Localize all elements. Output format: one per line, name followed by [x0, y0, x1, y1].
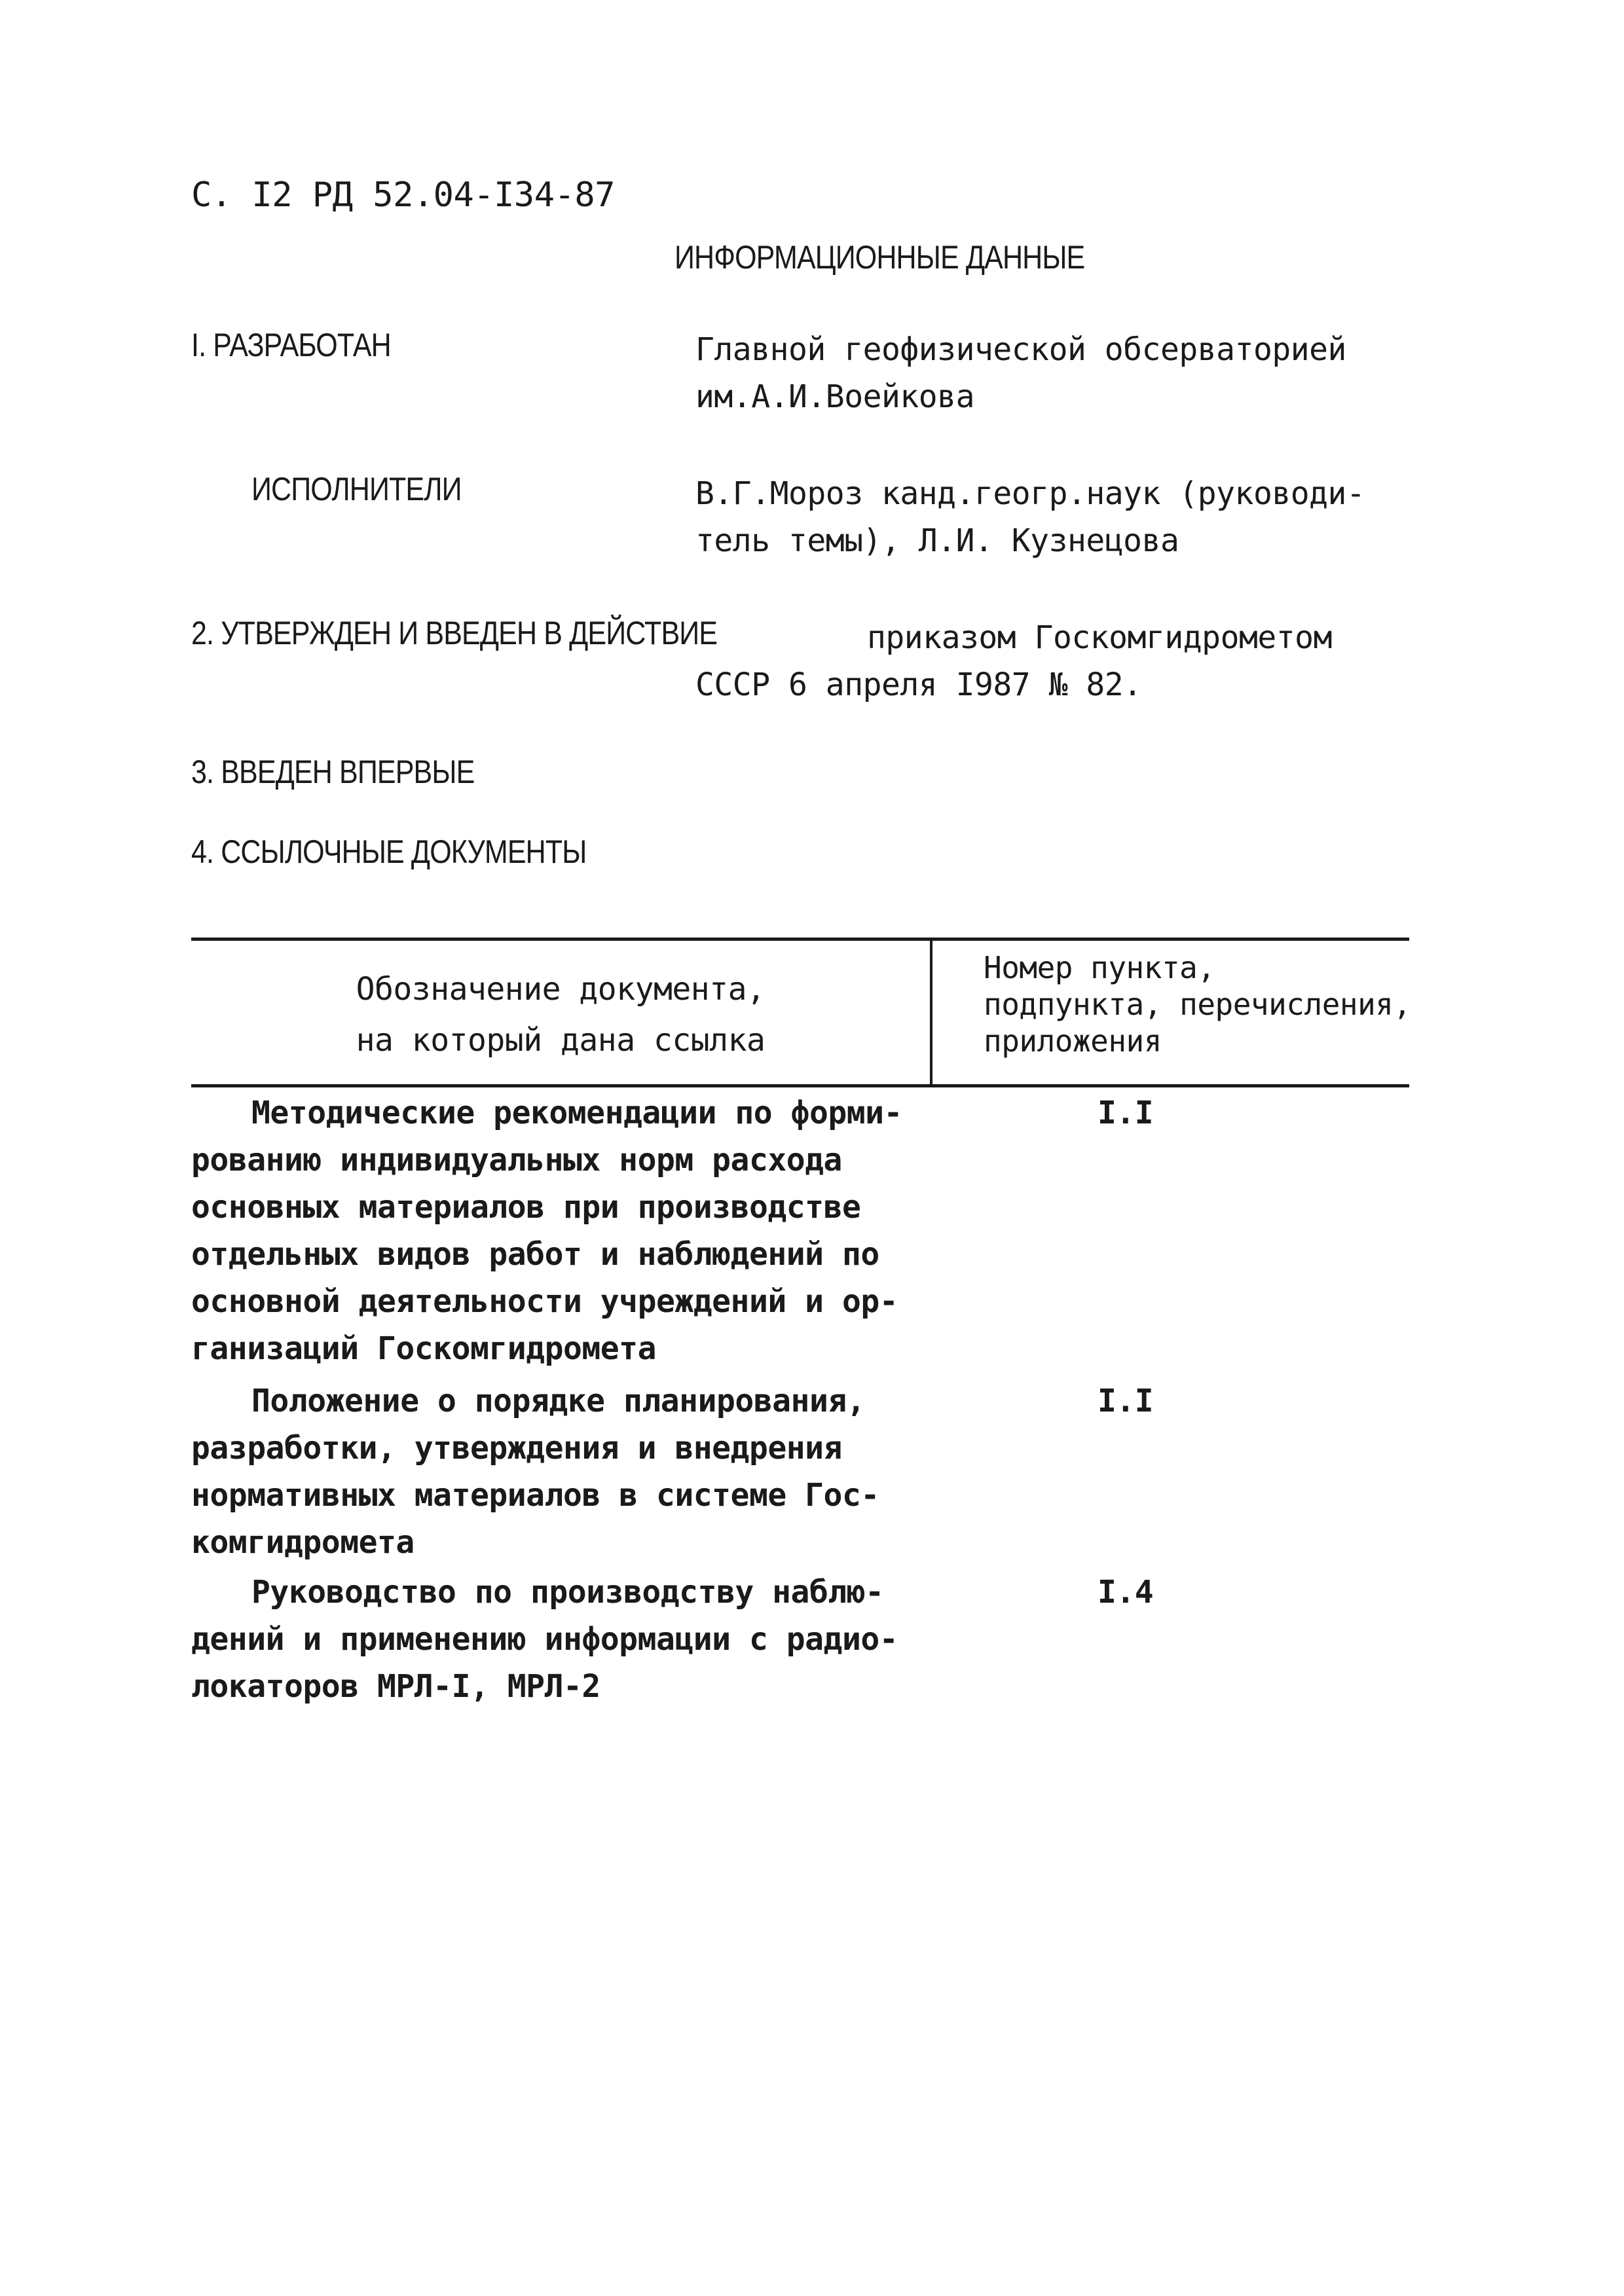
item-developed-value: [695, 326, 1346, 420]
row-document-line: основных материалов при производстве: [191, 1189, 861, 1226]
row-document-line: основной деятельности учреждений и ор-: [191, 1283, 898, 1320]
row-clause-ref: I.I: [1098, 1095, 1154, 1131]
row-clause-ref: I.I: [1098, 1383, 1154, 1419]
row-clause-ref: I.4: [1098, 1574, 1154, 1611]
row-document-line: рованию индивидуальных норм расхода: [191, 1142, 842, 1178]
table-header-clause-line: подпункта, перечисления,: [984, 987, 1411, 1022]
row-document-line: Методические рекомендации по форми-: [251, 1095, 902, 1131]
table-header-document: [191, 964, 930, 1066]
table-row: [191, 1569, 898, 1710]
item-developed-line: им.А.И.Воейкова: [695, 378, 974, 415]
table-row: [191, 1089, 902, 1372]
page-reference: С. I2 РД 52.04-I34-87: [191, 175, 615, 215]
row-document-line: локаторов МРЛ-I, МРЛ-2: [191, 1668, 600, 1705]
table-top-rule: [191, 938, 1409, 941]
row-document-line: Положение о порядке планирования,: [251, 1383, 866, 1419]
row-document-line: комгидромета: [191, 1524, 415, 1561]
item-approved-value-line2: СССР 6 апреля I987 № 82.: [695, 666, 1142, 703]
row-document-line: разработки, утверждения и внедрения: [191, 1430, 842, 1467]
row-document-line: ганизаций Госкомгидромета: [191, 1330, 656, 1367]
table-header-document-line: на который дана ссылка: [356, 1022, 766, 1059]
performers-value: [695, 470, 1365, 564]
table-row: [191, 1377, 879, 1566]
table-header-clause-line: приложения: [984, 1023, 1162, 1059]
table-column-divider: [930, 938, 932, 1087]
performers-line: В.Г.Мороз канд.геогр.наук (руководи-: [695, 475, 1365, 512]
table-header-clause: [984, 949, 1411, 1059]
item-references-label: 4. ССЫЛОЧНЫЕ ДОКУМЕНТЫ: [191, 833, 587, 870]
item-introduced-label: 3. ВВЕДЕН ВПЕРВЫЕ: [191, 754, 475, 790]
item-approved-value-line1: приказом Госкомгидрометом: [867, 619, 1332, 656]
table-header-document-line: Обозначение документа,: [356, 971, 766, 1008]
item-approved-label: 2. УТВЕРЖДЕН И ВВЕДЕН В ДЕЙСТВИЕ: [191, 615, 718, 651]
item-developed-label: I. РАЗРАБОТАН: [191, 327, 391, 363]
row-document-line: отдельных видов работ и наблюдений по: [191, 1236, 879, 1273]
page-title: ИНФОРМАЦИОННЫЕ ДАННЫЕ: [674, 239, 1085, 276]
item-developed-line: Главной геофизической обсерваторией: [695, 331, 1346, 368]
row-document-line: нормативных материалов в системе Гос-: [191, 1477, 879, 1514]
table-header-rule: [191, 1084, 1409, 1087]
performers-label: ИСПОЛНИТЕЛИ: [251, 471, 462, 507]
row-document-line: Руководство по производству наблю-: [251, 1574, 884, 1611]
performers-line: тель темы), Л.И. Кузнецова: [695, 522, 1179, 559]
table-header-clause-line: Номер пункта,: [984, 950, 1215, 985]
row-document-line: дений и применению информации с радио-: [191, 1621, 898, 1658]
